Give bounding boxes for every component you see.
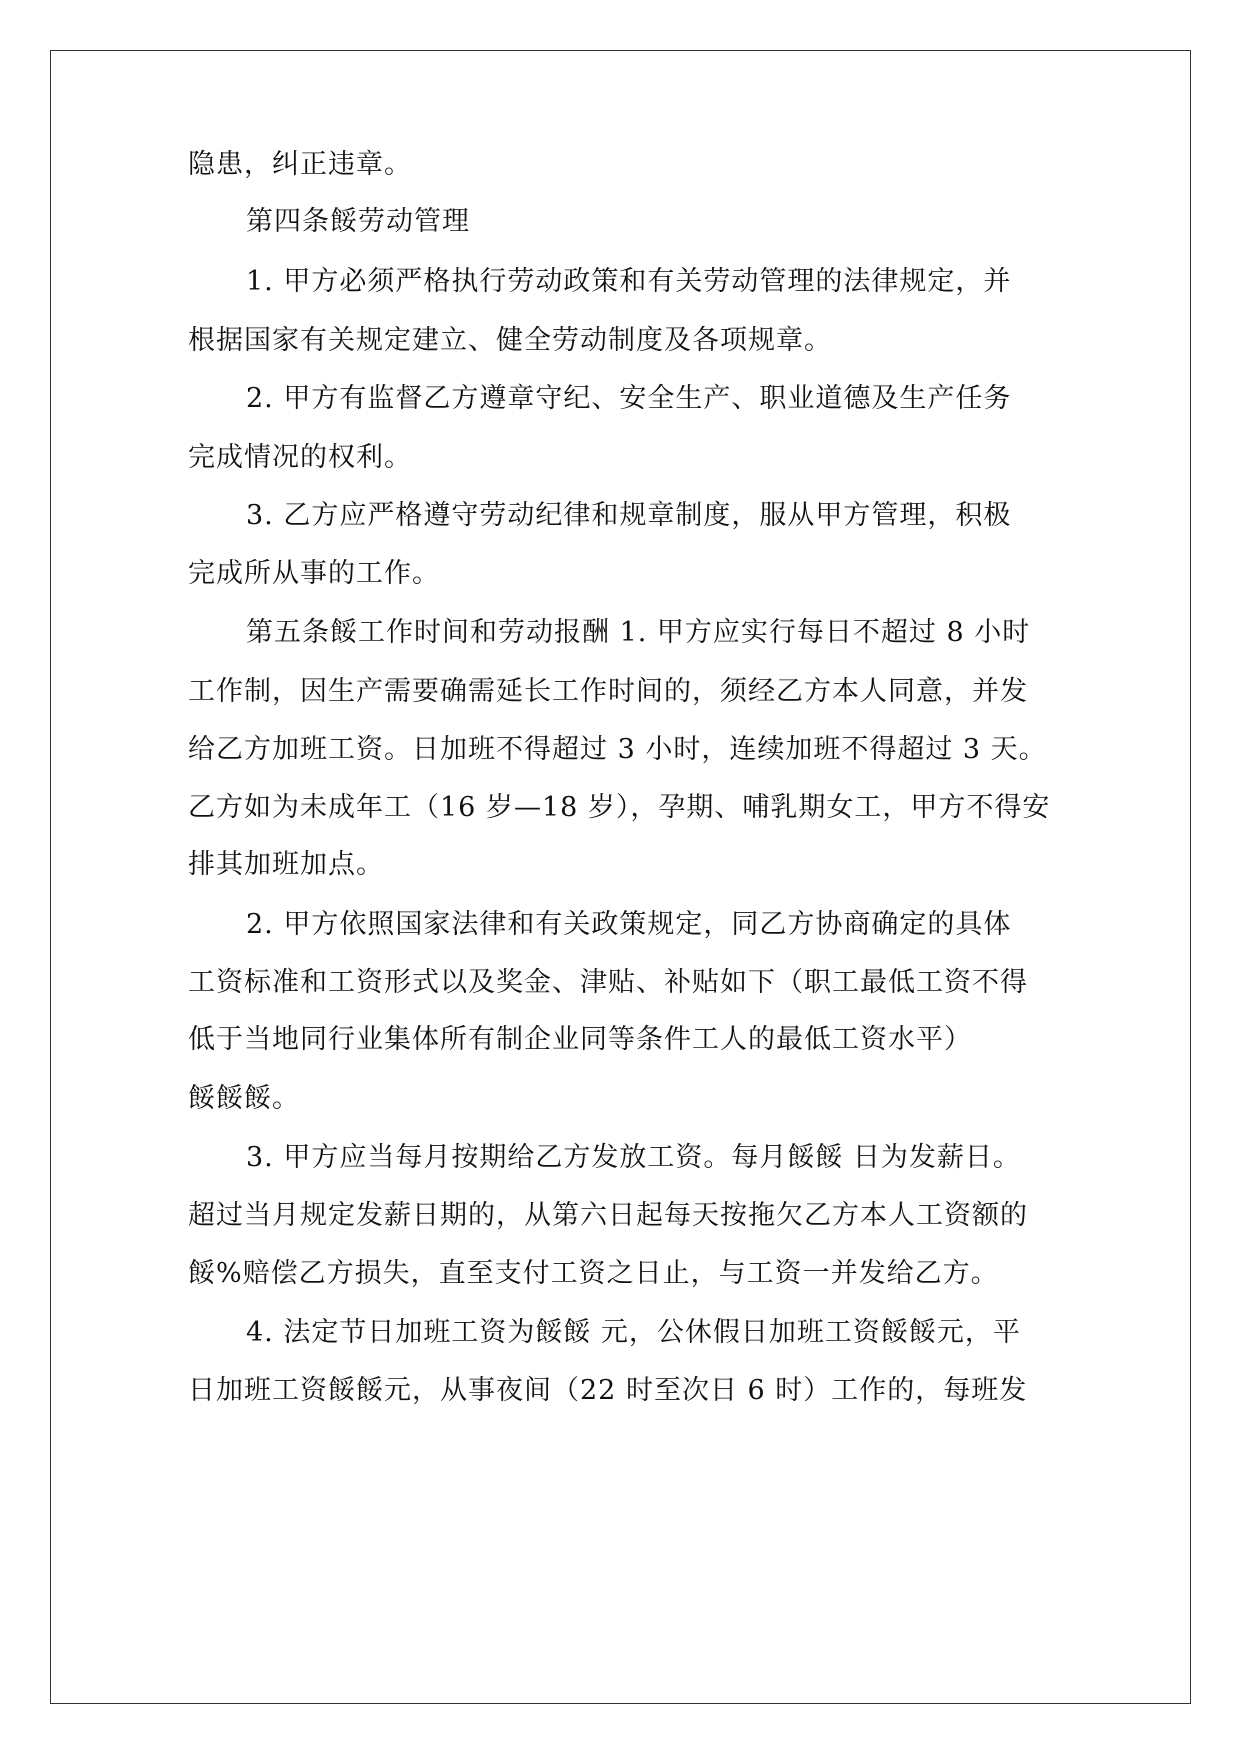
section-heading: 第五条餒工作时间和劳动报酬 1. 甲方应实行每日不超过 8 小时 xyxy=(246,617,1031,648)
text-line: 3. 甲方应当每月按期给乙方发放工资。每月餒餒 日为发薪日。 xyxy=(246,1142,1021,1173)
text-line: 排其加班加点。 xyxy=(188,849,384,880)
text-line: 隐患，纠正违章。 xyxy=(188,149,412,180)
text-line: 工资标准和工资形式以及奖金、津贴、补贴如下（职工最低工资不得 xyxy=(188,967,1028,998)
text-line: 完成所从事的工作。 xyxy=(188,558,440,589)
text-line: 2. 甲方依照国家法律和有关政策规定，同乙方协商确定的具体 xyxy=(246,909,1012,940)
text-line: 2. 甲方有监督乙方遵章守纪、安全生产、职业道德及生产任务 xyxy=(246,383,1012,414)
text-line: 根据国家有关规定建立、健全劳动制度及各项规章。 xyxy=(188,325,832,356)
text-line: 餒%赔偿乙方损失，直至支付工资之日止，与工资一并发给乙方。 xyxy=(188,1258,999,1289)
text-line: 日加班工资餒餒元，从事夜间（22 时至次日 6 时）工作的，每班发 xyxy=(188,1375,1028,1406)
text-line: 乙方如为未成年工（16 岁—18 岁），孕期、哺乳期女工，甲方不得安 xyxy=(188,792,1051,823)
section-heading: 第四条餒劳动管理 xyxy=(246,206,470,237)
text-line: 工作制，因生产需要确需延长工作时间的，须经乙方本人同意，并发 xyxy=(188,676,1028,707)
text-line: 低于当地同行业集体所有制企业同等条件工人的最低工资水平） xyxy=(188,1024,972,1055)
text-line: 完成情况的权利。 xyxy=(188,442,412,473)
text-line: 超过当月规定发薪日期的，从第六日起每天按拖欠乙方本人工资额的 xyxy=(188,1200,1028,1231)
text-line: 1. 甲方必须严格执行劳动政策和有关劳动管理的法律规定，并 xyxy=(246,266,1012,297)
text-line: 餒餒餒。 xyxy=(188,1083,300,1114)
text-line: 4. 法定节日加班工资为餒餒 元，公休假日加班工资餒餒元，平 xyxy=(246,1317,1021,1348)
text-line: 给乙方加班工资。日加班不得超过 3 小时，连续加班不得超过 3 天。 xyxy=(188,734,1047,765)
text-line: 3. 乙方应严格遵守劳动纪律和规章制度，服从甲方管理，积极 xyxy=(246,500,1012,531)
